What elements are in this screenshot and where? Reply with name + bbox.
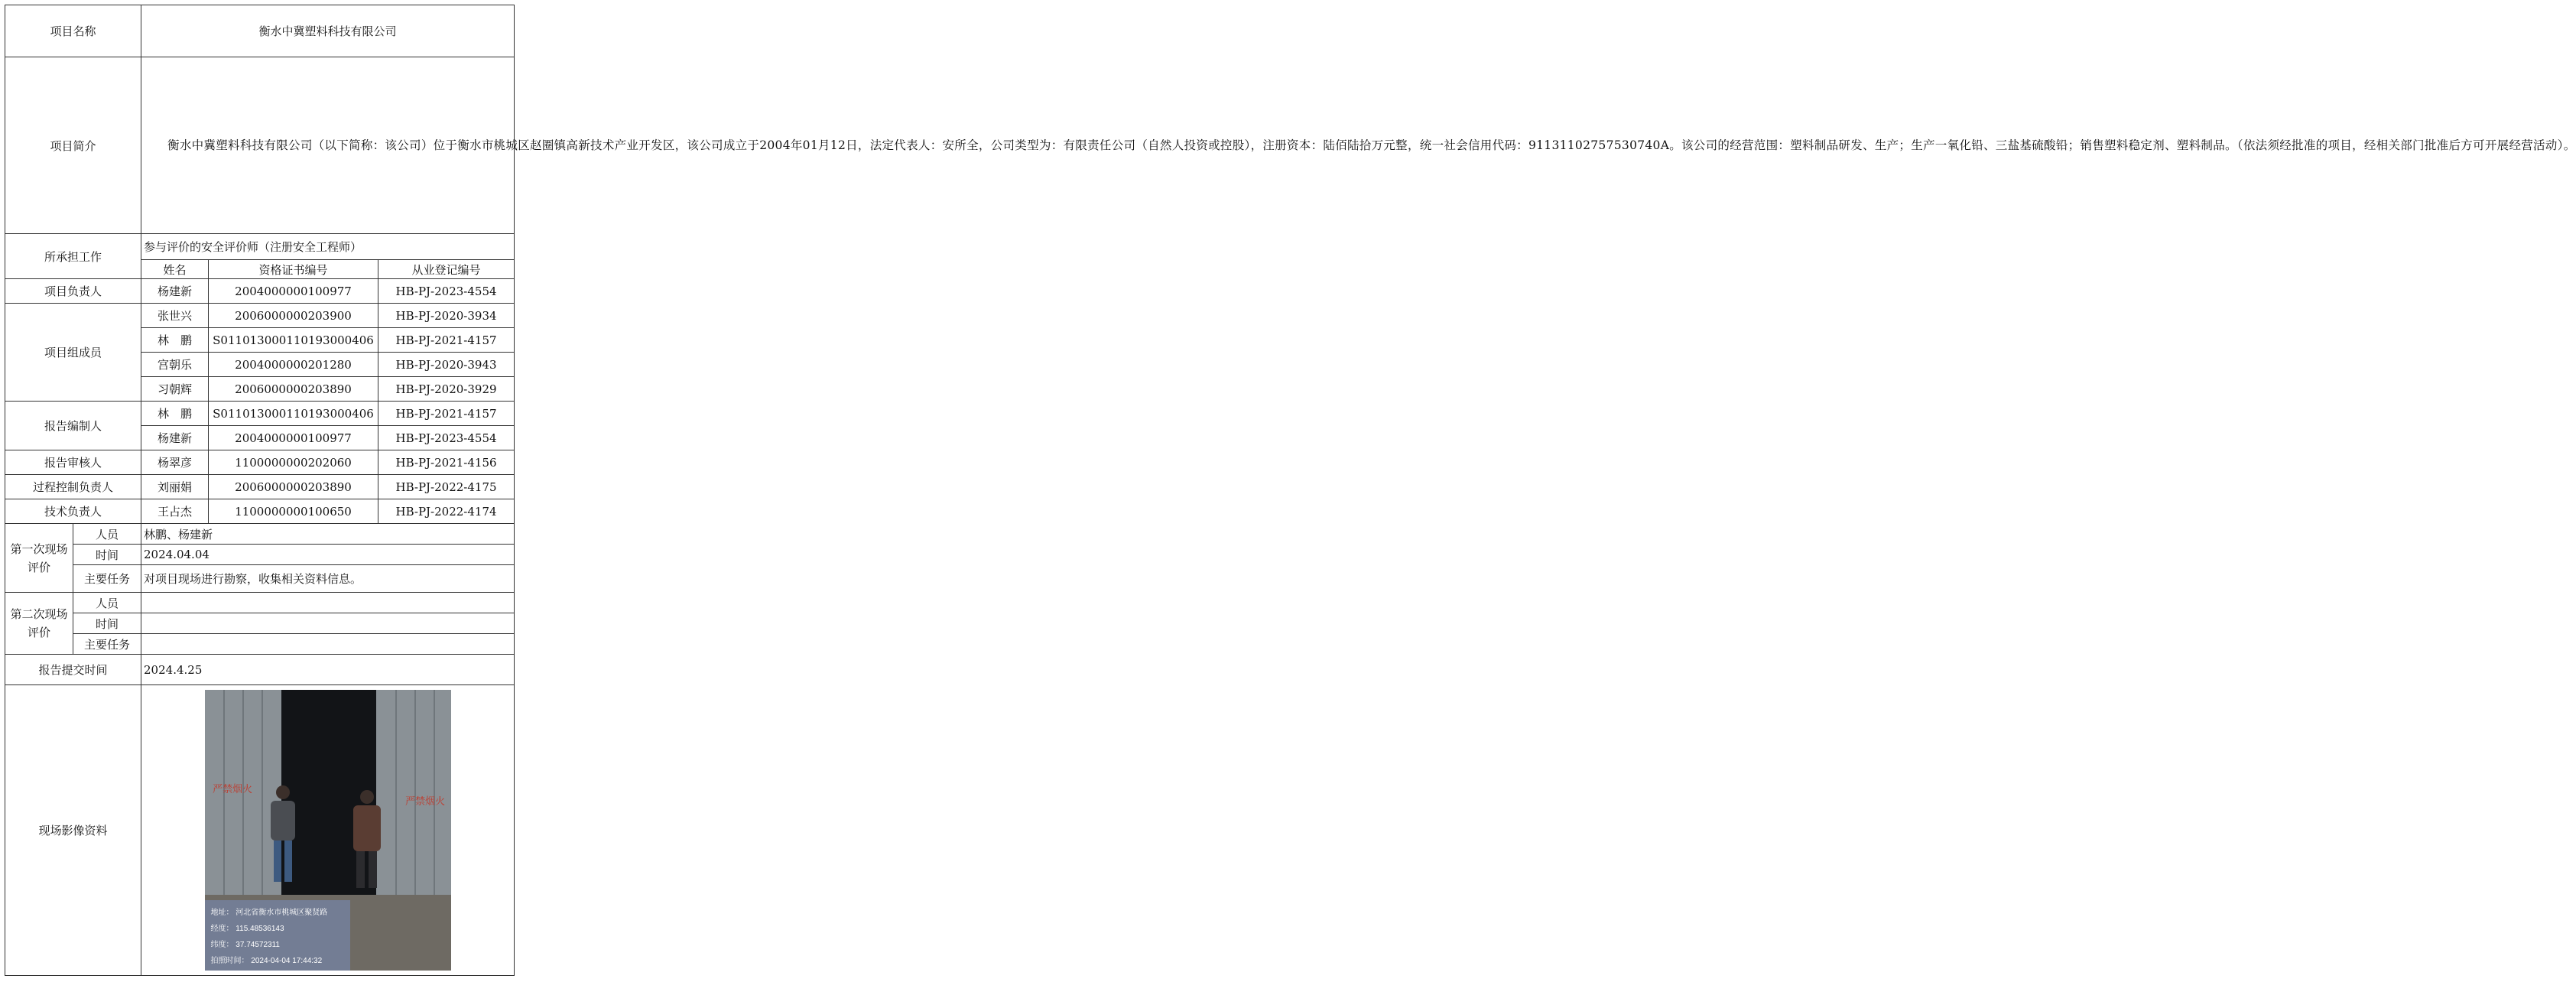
person-name: 宫朝乐 xyxy=(141,353,209,377)
assessors-title: 参与评价的安全评价师（注册安全工程师） xyxy=(141,234,515,260)
members-label: 项目组成员 xyxy=(5,304,141,402)
project-name-label: 项目名称 xyxy=(5,5,141,57)
person-cert: 2006000000203900 xyxy=(209,304,378,328)
watermark-longitude: 经度： 115.48536143 xyxy=(210,925,284,933)
first-visit-label: 第一次现场评价 xyxy=(5,524,73,593)
second-time-value xyxy=(141,613,515,634)
col-header-reg: 从业登记编号 xyxy=(378,260,515,279)
leader-label: 项目负责人 xyxy=(5,279,141,304)
person-cert: 2006000000203890 xyxy=(209,377,378,402)
project-intro-label: 项目简介 xyxy=(5,57,141,234)
person-name: 王占杰 xyxy=(141,499,209,524)
person-cert: 2004000000201280 xyxy=(209,353,378,377)
media-cell xyxy=(141,685,515,976)
report-info-table xyxy=(5,5,2576,976)
person-name: 张世兴 xyxy=(141,304,209,328)
door-sign-left: 严禁烟火 xyxy=(212,784,252,795)
second-task-value xyxy=(141,634,515,655)
person-reg: HB-PJ-2022-4175 xyxy=(378,475,515,499)
person-name: 杨翠彦 xyxy=(141,450,209,475)
project-name-value: 衡水中冀塑料科技有限公司 xyxy=(141,5,515,57)
first-time-label: 时间 xyxy=(73,545,141,565)
project-intro-cell xyxy=(141,57,2576,234)
process-label: 过程控制负责人 xyxy=(5,475,141,499)
project-intro-text: 衡水中冀塑料科技有限公司（以下简称：该公司）位于衡水市桃城区赵圈镇高新技术产业开发区，该公司成立于2004年01月12日，法定代表人：安所全，公司类型为：有限责任公司（自然人投资或控股），注册资本：陆佰陆拾万元整，统一社会信用代码：91131102757530740A。该公司的经营范围：塑料制品研发、生产；生产一氧化铅、三盐基硫酸铅；销售塑料稳定剂、塑料制品。（依法须经批准的项目，经相关部门批准后方可开展经营活动）。 xyxy=(167,138,2576,152)
second-visit-label: 第二次现场评价 xyxy=(5,593,73,655)
person-reg: HB-PJ-2023-4554 xyxy=(378,426,515,450)
second-task-label: 主要任务 xyxy=(73,634,141,655)
person-reg: HB-PJ-2021-4157 xyxy=(378,402,515,426)
person-reg: HB-PJ-2023-4554 xyxy=(378,279,515,304)
person-reg: HB-PJ-2021-4157 xyxy=(378,328,515,353)
person-name: 杨建新 xyxy=(141,279,209,304)
person-name: 杨建新 xyxy=(141,426,209,450)
col-header-name: 姓名 xyxy=(141,260,209,279)
door-sign-right: 严禁烟火 xyxy=(404,796,445,808)
first-time-value: 2024.04.04 xyxy=(141,545,515,565)
person-name: 刘丽娟 xyxy=(141,475,209,499)
col-header-cert: 资格证书编号 xyxy=(209,260,378,279)
author-label: 报告编制人 xyxy=(5,402,141,450)
first-staff-label: 人员 xyxy=(73,524,141,545)
site-photo xyxy=(205,690,451,971)
person-reg: HB-PJ-2022-4174 xyxy=(378,499,515,524)
submit-value: 2024.4.25 xyxy=(141,655,515,685)
watermark-time: 拍照时间： 2024-04-04 17:44:32 xyxy=(210,957,323,965)
first-staff-value: 林鹏、杨建新 xyxy=(141,524,515,545)
second-staff-value xyxy=(141,593,515,613)
right-door-panel xyxy=(376,690,451,896)
first-task-label: 主要任务 xyxy=(73,565,141,593)
submit-label: 报告提交时间 xyxy=(5,655,141,685)
person-cert: S011013000110193000406 xyxy=(209,328,378,353)
tech-label: 技术负责人 xyxy=(5,499,141,524)
reviewer-label: 报告审核人 xyxy=(5,450,141,475)
first-task-value: 对项目现场进行勘察，收集相关资料信息。 xyxy=(141,565,515,593)
media-label: 现场影像资料 xyxy=(5,685,141,976)
person-cert: 2004000000100977 xyxy=(209,426,378,450)
second-staff-label: 人员 xyxy=(73,593,141,613)
work-label: 所承担工作 xyxy=(5,234,141,279)
person-cert: 1100000000100650 xyxy=(209,499,378,524)
person-reg: HB-PJ-2020-3943 xyxy=(378,353,515,377)
person-reg: HB-PJ-2021-4156 xyxy=(378,450,515,475)
person-cert: 2004000000100977 xyxy=(209,279,378,304)
person-name: 习朝辉 xyxy=(141,377,209,402)
person-reg: HB-PJ-2020-3929 xyxy=(378,377,515,402)
watermark-address: 地址： 河北省衡水市桃城区聚贤路 xyxy=(210,909,328,917)
photo-watermark xyxy=(205,900,350,971)
person-name: 林 鹏 xyxy=(141,402,209,426)
watermark-latitude: 纬度： 37.74572311 xyxy=(210,941,280,949)
person-cert: S011013000110193000406 xyxy=(209,402,378,426)
person-cert: 2006000000203890 xyxy=(209,475,378,499)
person-reg: HB-PJ-2020-3934 xyxy=(378,304,515,328)
person-cert: 1100000000202060 xyxy=(209,450,378,475)
person-name: 林 鹏 xyxy=(141,328,209,353)
second-time-label: 时间 xyxy=(73,613,141,634)
